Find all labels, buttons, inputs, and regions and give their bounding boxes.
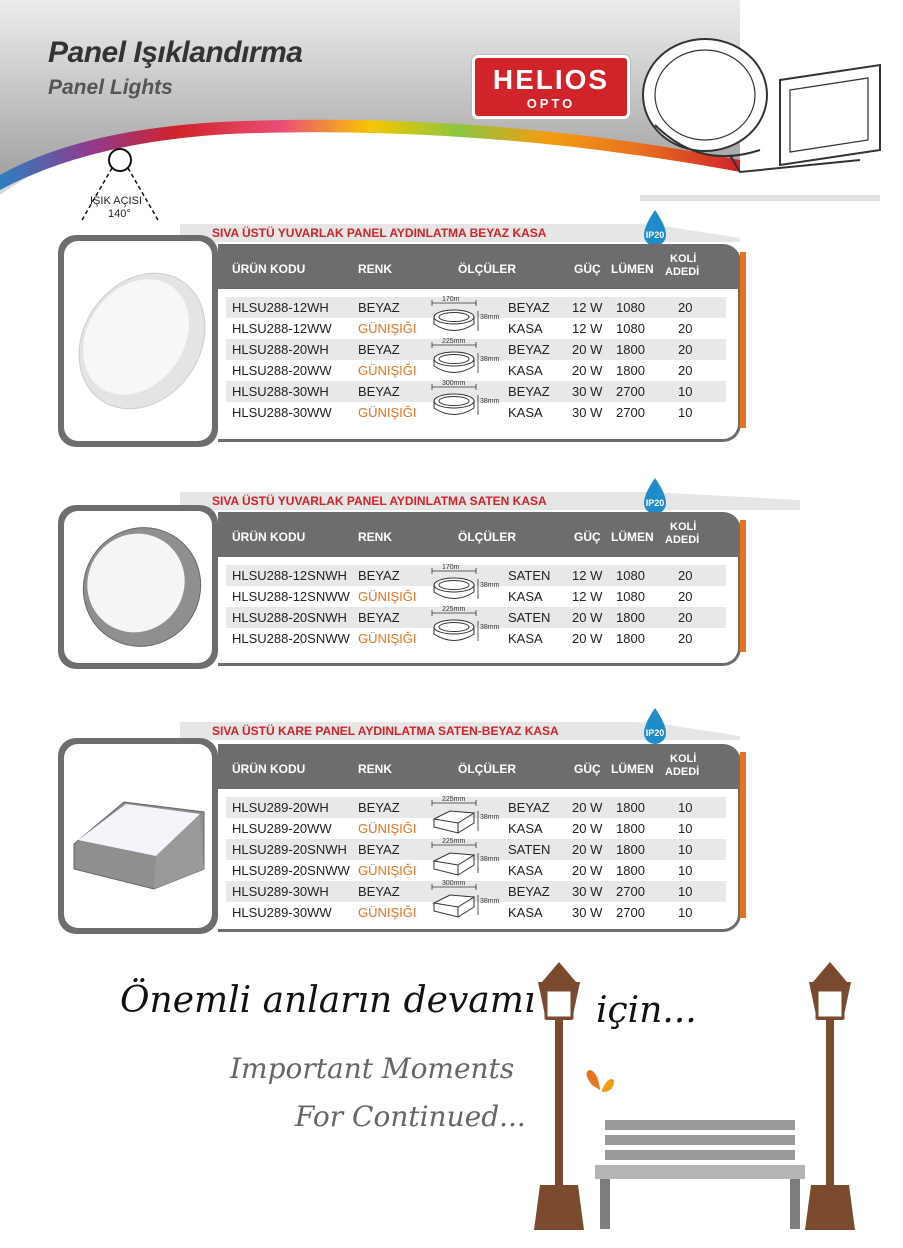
case-type: SATEN <box>508 610 551 625</box>
box-quantity: 20 <box>678 631 693 646</box>
dimension-height: 38mm <box>480 356 500 363</box>
case-type: KASA <box>508 589 543 604</box>
product-code: HLSU289-20WW <box>232 821 332 836</box>
power: 12 W <box>572 589 603 604</box>
power: 30 W <box>572 905 603 920</box>
table-header <box>218 515 738 557</box>
brand-logo <box>472 55 630 119</box>
dimension-height: 38mm <box>480 582 500 589</box>
dimension-height: 38mm <box>480 814 500 821</box>
light-color: GÜNIŞIĞI <box>358 631 417 646</box>
power: 12 W <box>572 321 603 336</box>
dimension-width: 225mm <box>442 838 466 845</box>
case-type: KASA <box>508 405 543 420</box>
power: 20 W <box>572 842 603 857</box>
col-code: ÜRÜN KODU <box>232 762 306 776</box>
box-quantity: 20 <box>678 610 693 625</box>
logo-sub: OPTO <box>526 96 576 111</box>
product-photo <box>58 505 218 669</box>
product-code: HLSU288-30WW <box>232 405 332 420</box>
case-type: KASA <box>508 905 543 920</box>
lumen: 1800 <box>616 610 645 625</box>
lumen: 1800 <box>616 863 645 878</box>
power: 30 W <box>572 405 603 420</box>
product-code: HLSU288-12SNWH <box>232 568 347 583</box>
product-code: HLSU289-30WH <box>232 884 329 899</box>
side-accent <box>740 252 746 428</box>
col-color: RENK <box>358 262 393 276</box>
col-code: ÜRÜN KODU <box>232 530 306 544</box>
square-panel-image <box>64 744 212 928</box>
col-koli: KOLİ <box>670 521 697 533</box>
light-color: GÜNIŞIĞI <box>358 363 417 378</box>
power: 30 W <box>572 884 603 899</box>
dimension-width: 170m <box>442 296 460 303</box>
product-code: HLSU288-12SNWW <box>232 589 350 604</box>
col-power: GÜÇ <box>574 530 601 544</box>
power: 12 W <box>572 568 603 583</box>
slogan-en-2: For Continued... <box>295 1100 526 1133</box>
case-type: KASA <box>508 363 543 378</box>
beam-label: IŞIK AÇISI <box>90 195 142 207</box>
round-panel-image <box>64 511 212 663</box>
power: 12 W <box>572 300 603 315</box>
lamp-right-icon <box>805 962 855 1230</box>
product-table <box>218 512 741 666</box>
slogan-tr-end: için... <box>596 990 697 1031</box>
product-code: HLSU288-12WH <box>232 300 329 315</box>
case-type: BEYAZ <box>508 300 550 315</box>
side-accent <box>740 520 746 652</box>
lumen: 1080 <box>616 321 645 336</box>
lumen: 2700 <box>616 384 645 399</box>
dimension-height: 38mm <box>480 398 500 405</box>
lumen: 2700 <box>616 884 645 899</box>
col-color: RENK <box>358 762 393 776</box>
dimension-width: 225mm <box>442 606 466 613</box>
lumen: 1800 <box>616 342 645 357</box>
box-quantity: 10 <box>678 863 693 878</box>
case-type: BEYAZ <box>508 384 550 399</box>
section-title: SIVA ÜSTÜ YUVARLAK PANEL AYDINLATMA BEYAZ KASA <box>212 226 547 240</box>
lumen: 1080 <box>616 589 645 604</box>
col-adedi: ADEDİ <box>665 534 700 546</box>
ip-rating-icon <box>640 476 670 516</box>
power: 20 W <box>572 821 603 836</box>
light-color: GÜNIŞIĞI <box>358 405 417 420</box>
product-code: HLSU288-30WH <box>232 384 329 399</box>
dimension-drawing <box>428 797 508 837</box>
product-code: HLSU288-20SNWH <box>232 610 347 625</box>
case-type: BEYAZ <box>508 342 550 357</box>
light-color: BEYAZ <box>358 384 400 399</box>
col-power: GÜÇ <box>574 262 601 276</box>
col-lumen: LÜMEN <box>611 262 654 276</box>
lumen: 1080 <box>616 300 645 315</box>
box-quantity: 20 <box>678 321 693 336</box>
light-color: BEYAZ <box>358 800 400 815</box>
dimension-drawing <box>428 381 508 421</box>
box-quantity: 10 <box>678 821 693 836</box>
page-title: Panel Işıklandırma <box>48 36 303 69</box>
dimension-drawing <box>428 565 508 605</box>
side-accent <box>740 752 746 918</box>
lumen: 2700 <box>616 905 645 920</box>
dimension-width: 225mm <box>442 338 466 345</box>
lumen: 1800 <box>616 800 645 815</box>
light-color: BEYAZ <box>358 842 400 857</box>
page-subtitle: Panel Lights <box>48 76 173 99</box>
product-table <box>218 244 741 442</box>
product-code: HLSU288-20WW <box>232 363 332 378</box>
box-quantity: 20 <box>678 300 693 315</box>
lumen: 1800 <box>616 821 645 836</box>
light-color: BEYAZ <box>358 342 400 357</box>
product-code: HLSU289-30WW <box>232 905 332 920</box>
dimension-width: 225mm <box>442 796 466 803</box>
case-type: BEYAZ <box>508 884 550 899</box>
light-color: GÜNIŞIĞI <box>358 905 417 920</box>
ip-rating-icon <box>640 706 670 746</box>
col-dims: ÖLÇÜLER <box>458 530 516 544</box>
box-quantity: 10 <box>678 842 693 857</box>
logo-name: HELIOS <box>492 64 610 95</box>
power: 20 W <box>572 363 603 378</box>
product-code: HLSU288-20SNWW <box>232 631 350 646</box>
box-quantity: 10 <box>678 800 693 815</box>
power: 20 W <box>572 863 603 878</box>
col-dims: ÖLÇÜLER <box>458 762 516 776</box>
dimension-height: 38mm <box>480 856 500 863</box>
box-quantity: 10 <box>678 384 693 399</box>
beam-angle: 140° <box>108 208 131 220</box>
product-table <box>218 744 741 932</box>
light-color: BEYAZ <box>358 568 400 583</box>
product-code: HLSU289-20SNWW <box>232 863 350 878</box>
product-code: HLSU289-20WH <box>232 800 329 815</box>
ip-rating-label: IP20 <box>645 498 665 508</box>
col-lumen: LÜMEN <box>611 762 654 776</box>
dimension-width: 300mm <box>442 880 466 887</box>
col-power: GÜÇ <box>574 762 601 776</box>
dimension-drawing <box>428 607 508 647</box>
page-header <box>0 0 903 220</box>
dimension-drawing <box>428 881 508 921</box>
case-type: KASA <box>508 321 543 336</box>
case-type: BEYAZ <box>508 800 550 815</box>
light-color: GÜNIŞIĞI <box>358 589 417 604</box>
power: 20 W <box>572 342 603 357</box>
col-adedi: ADEDİ <box>665 766 700 778</box>
slogan-en-1: Important Moments <box>230 1052 515 1085</box>
box-quantity: 20 <box>678 363 693 378</box>
col-code: ÜRÜN KODU <box>232 262 306 276</box>
section-title: SIVA ÜSTÜ KARE PANEL AYDINLATMA SATEN-BEYAZ KASA <box>212 724 559 738</box>
product-photo <box>58 235 218 447</box>
light-color: GÜNIŞIĞI <box>358 863 417 878</box>
dimension-drawing <box>428 339 508 379</box>
power: 20 W <box>572 800 603 815</box>
product-photo <box>58 738 218 934</box>
case-type: SATEN <box>508 842 551 857</box>
lumen: 2700 <box>616 405 645 420</box>
dimension-drawing <box>428 297 508 337</box>
dimension-drawing <box>428 839 508 879</box>
lumen: 1080 <box>616 568 645 583</box>
lamp-left-icon <box>534 962 584 1230</box>
dimension-height: 38mm <box>480 314 500 321</box>
ip-rating-icon <box>640 208 670 248</box>
ip-rating-label: IP20 <box>645 230 665 240</box>
case-type: KASA <box>508 631 543 646</box>
case-type: KASA <box>508 821 543 836</box>
box-quantity: 20 <box>678 342 693 357</box>
section-title: SIVA ÜSTÜ YUVARLAK PANEL AYDINLATMA SATEN KASA <box>212 494 547 508</box>
case-type: KASA <box>508 863 543 878</box>
lumen: 1800 <box>616 631 645 646</box>
col-lumen: LÜMEN <box>611 530 654 544</box>
park-illustration <box>520 960 900 1245</box>
power: 20 W <box>572 631 603 646</box>
dimension-width: 170m <box>442 564 460 571</box>
dimension-height: 38mm <box>480 898 500 905</box>
bench-icon <box>595 1120 805 1229</box>
lumen: 1800 <box>616 842 645 857</box>
col-koli: KOLİ <box>670 753 697 765</box>
col-adedi: ADEDİ <box>665 266 700 278</box>
lumen: 1800 <box>616 363 645 378</box>
box-quantity: 20 <box>678 589 693 604</box>
light-color: GÜNIŞIĞI <box>358 321 417 336</box>
col-dims: ÖLÇÜLER <box>458 262 516 276</box>
col-koli: KOLİ <box>670 253 697 265</box>
light-color: BEYAZ <box>358 300 400 315</box>
light-color: BEYAZ <box>358 884 400 899</box>
product-code: HLSU289-20SNWH <box>232 842 347 857</box>
light-color: BEYAZ <box>358 610 400 625</box>
dimension-width: 300mm <box>442 380 466 387</box>
box-quantity: 20 <box>678 568 693 583</box>
light-color: GÜNIŞIĞI <box>358 821 417 836</box>
table-header <box>218 747 738 789</box>
box-quantity: 10 <box>678 884 693 899</box>
round-panel-image <box>64 241 212 441</box>
product-code: HLSU288-20WH <box>232 342 329 357</box>
case-type: SATEN <box>508 568 551 583</box>
power: 20 W <box>572 610 603 625</box>
power: 30 W <box>572 384 603 399</box>
box-quantity: 10 <box>678 905 693 920</box>
box-quantity: 10 <box>678 405 693 420</box>
col-color: RENK <box>358 530 393 544</box>
ip-rating-label: IP20 <box>645 728 665 738</box>
butterfly-icon <box>586 1070 614 1092</box>
product-code: HLSU288-12WW <box>232 321 332 336</box>
slogan-tr: Önemli anların devamı <box>120 980 536 1021</box>
dimension-height: 38mm <box>480 624 500 631</box>
table-header <box>218 247 738 289</box>
